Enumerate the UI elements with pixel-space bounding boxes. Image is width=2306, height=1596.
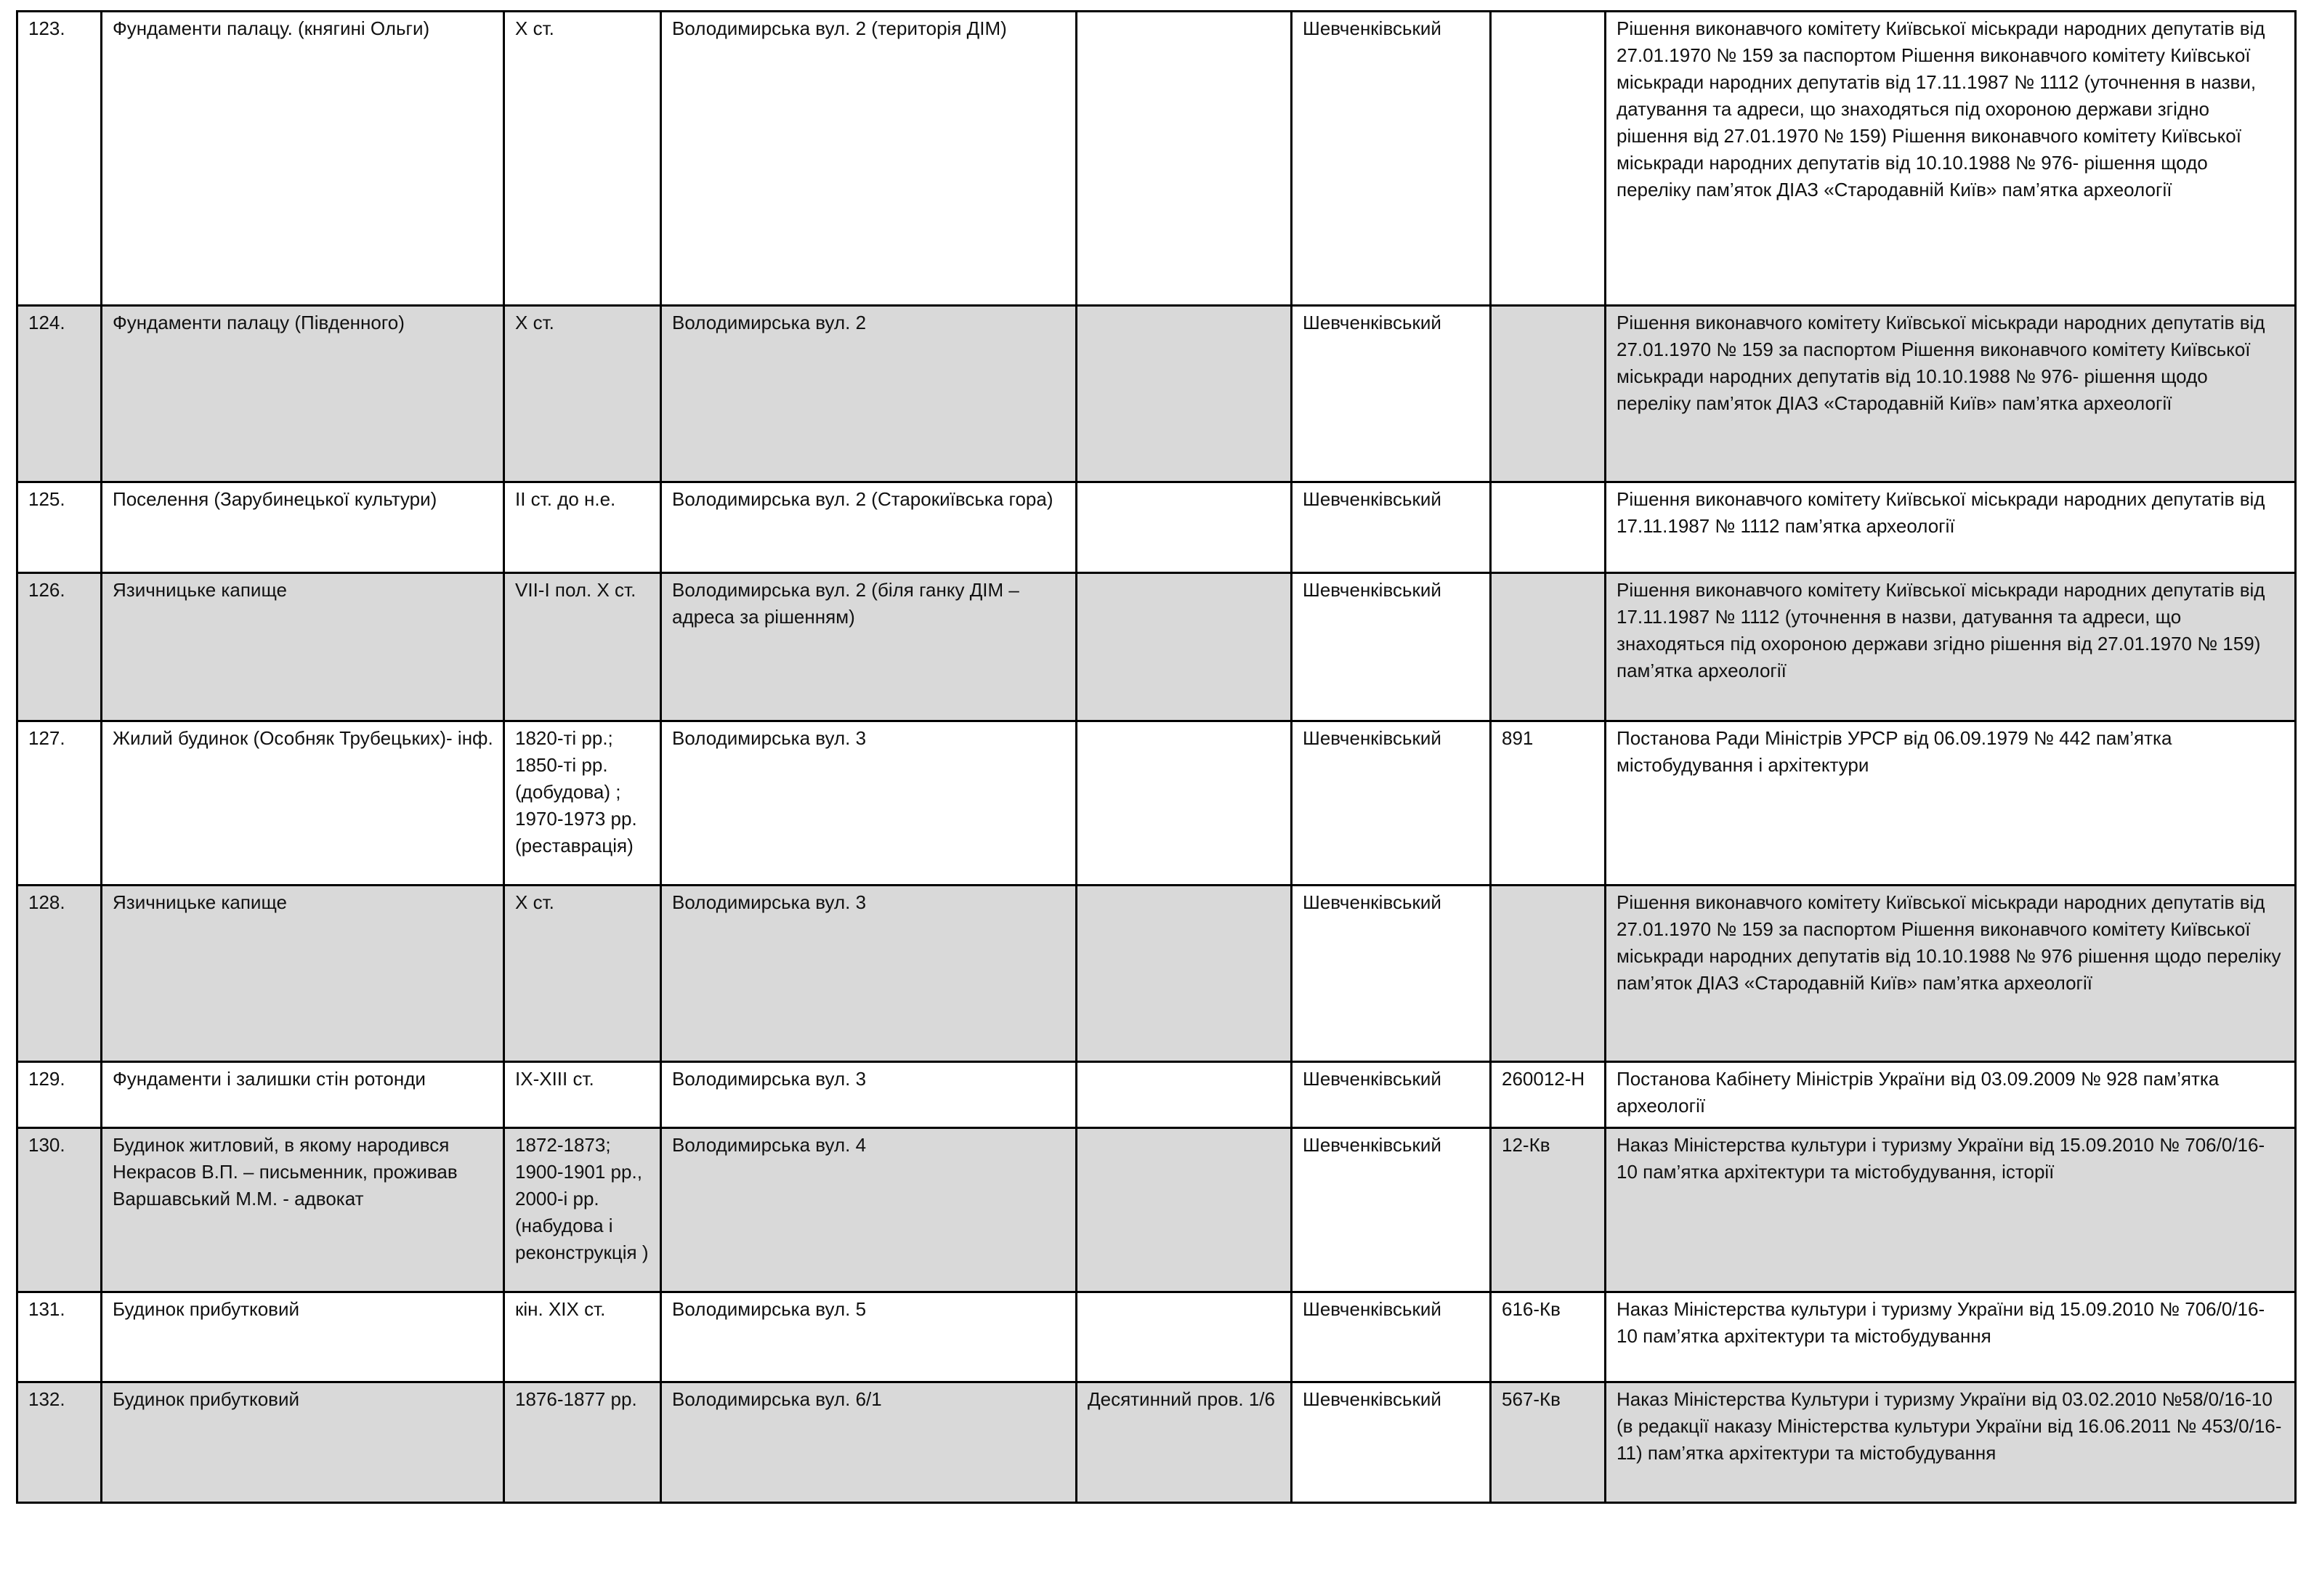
row-number: 123. bbox=[17, 12, 102, 306]
monument-address-alt bbox=[1077, 1292, 1292, 1382]
monument-address: Володимирська вул. 2 bbox=[661, 306, 1077, 482]
monument-address-alt bbox=[1077, 1128, 1292, 1292]
monument-name: Фундаменти палацу (Південного) bbox=[102, 306, 504, 482]
monument-district: Шевченківський bbox=[1292, 1128, 1491, 1292]
monument-reg-number: 12-Кв bbox=[1491, 1128, 1606, 1292]
monument-date: 1876-1877 рр. bbox=[504, 1382, 661, 1503]
table-row bbox=[17, 1292, 2296, 1382]
monument-name: Фундаменти і залишки стін ротонди bbox=[102, 1062, 504, 1128]
monument-address-alt bbox=[1077, 12, 1292, 306]
monument-reg-number bbox=[1491, 886, 1606, 1062]
table-row bbox=[17, 573, 2296, 721]
monument-district: Шевченківський bbox=[1292, 721, 1491, 886]
monument-address-alt bbox=[1077, 306, 1292, 482]
monument-reg-number: 891 bbox=[1491, 721, 1606, 886]
monument-district: Шевченківський bbox=[1292, 306, 1491, 482]
monument-decision: Рішення виконавчого комітету Київської міськради народних депутатів від 27.01.1970 № 159 за паспортом Рішення виконавчого комітету Київської міськради народних депутатів від 10.10.1988 № 976 рішення щодо переліку пам’яток ДІАЗ «Стародавній Київ» пам’ятка археології bbox=[1606, 886, 2296, 1062]
monument-name: Фундаменти палацу. (княгині Ольги) bbox=[102, 12, 504, 306]
monument-decision: Постанова Ради Міністрів УРСР від 06.09.1979 № 442 пам’ятка містобудування і архітектури bbox=[1606, 721, 2296, 886]
monument-date: 1820-ті рр.; 1850-ті рр.(добудова) ; 1970-1973 рр.(реставрація) bbox=[504, 721, 661, 886]
monument-district: Шевченківський bbox=[1292, 573, 1491, 721]
monument-address: Володимирська вул. 3 bbox=[661, 721, 1077, 886]
monument-date: Х ст. bbox=[504, 306, 661, 482]
monument-address-alt bbox=[1077, 482, 1292, 573]
table-row bbox=[17, 1062, 2296, 1128]
monument-reg-number bbox=[1491, 306, 1606, 482]
row-number: 131. bbox=[17, 1292, 102, 1382]
row-number: 130. bbox=[17, 1128, 102, 1292]
monument-reg-number: 567-Кв bbox=[1491, 1382, 1606, 1503]
monument-decision: Наказ Міністерства культури і туризму України від 15.09.2010 № 706/0/16-10 пам’ятка архітектури та містобудування, історії bbox=[1606, 1128, 2296, 1292]
monuments-table bbox=[16, 10, 2297, 1504]
monument-decision: Наказ Міністерства Культури і туризму України від 03.02.2010 №58/0/16-10 (в редакції наказу Міністерства культури України від 16.06.2011 № 453/0/16-11) пам’ятка архітектури та містобудування bbox=[1606, 1382, 2296, 1503]
monument-name: Будинок прибутковий bbox=[102, 1292, 504, 1382]
monument-name: Поселення (Зарубинецької культури) bbox=[102, 482, 504, 573]
row-number: 132. bbox=[17, 1382, 102, 1503]
monument-district: Шевченківський bbox=[1292, 1292, 1491, 1382]
monument-decision: Постанова Кабінету Міністрів України від 03.09.2009 № 928 пам’ятка археології bbox=[1606, 1062, 2296, 1128]
monument-date: кін. ХІХ ст. bbox=[504, 1292, 661, 1382]
monument-name: Будинок прибутковий bbox=[102, 1382, 504, 1503]
monument-date: Х ст. bbox=[504, 12, 661, 306]
table-row bbox=[17, 1128, 2296, 1292]
monument-address: Володимирська вул. 6/1 bbox=[661, 1382, 1077, 1503]
monument-district: Шевченківський bbox=[1292, 886, 1491, 1062]
monument-date: 1872-1873; 1900-1901 рр., 2000-і рр. (набудова і реконструкція ) bbox=[504, 1128, 661, 1292]
monument-decision: Рішення виконавчого комітету Київської міськради народних депутатів від 17.11.1987 № 1112 пам’ятка археології bbox=[1606, 482, 2296, 573]
monument-district: Шевченківський bbox=[1292, 12, 1491, 306]
row-number: 127. bbox=[17, 721, 102, 886]
monument-reg-number bbox=[1491, 573, 1606, 721]
monument-name: Жилий будинок (Особняк Трубецьких)- інф. bbox=[102, 721, 504, 886]
table-row bbox=[17, 12, 2296, 306]
monument-name: Будинок житловий, в якому народився Некрасов В.П. – письменник, проживав Варшавський М.М. - адвокат bbox=[102, 1128, 504, 1292]
table-row bbox=[17, 886, 2296, 1062]
table-row bbox=[17, 482, 2296, 573]
monument-address-alt bbox=[1077, 573, 1292, 721]
row-number: 126. bbox=[17, 573, 102, 721]
monument-address: Володимирська вул. 4 bbox=[661, 1128, 1077, 1292]
monument-address-alt bbox=[1077, 721, 1292, 886]
monument-date: VII-І пол. Х ст. bbox=[504, 573, 661, 721]
monument-reg-number: 260012-Н bbox=[1491, 1062, 1606, 1128]
monument-address: Володимирська вул. 2 (Старокиївська гора) bbox=[661, 482, 1077, 573]
monument-address-alt bbox=[1077, 1062, 1292, 1128]
table-row bbox=[17, 721, 2296, 886]
table-row bbox=[17, 306, 2296, 482]
row-number: 128. bbox=[17, 886, 102, 1062]
monument-date: ІІ ст. до н.е. bbox=[504, 482, 661, 573]
monument-decision: Рішення виконавчого комітету Київської міськради народних депутатів від 27.01.1970 № 159 за паспортом Рішення виконавчого комітету Київської міськради народних депутатів від 17.11.1987 № 1112 (уточнення в назви, датування та адреси, що знаходяться під охороною держави згідно рішення від 27.01.1970 № 159) Рішення виконавчого комітету Київської міськради народних депутатів від 10.10.1988 № 976- рішення щодо переліку пам’яток ДІАЗ «Стародавній Київ» пам’ятка археології bbox=[1606, 12, 2296, 306]
monument-name: Язичницьке капище bbox=[102, 886, 504, 1062]
monument-address-alt bbox=[1077, 886, 1292, 1062]
monument-date: Х ст. bbox=[504, 886, 661, 1062]
monument-reg-number bbox=[1491, 482, 1606, 573]
monument-district: Шевченківський bbox=[1292, 1382, 1491, 1503]
monument-district: Шевченківський bbox=[1292, 482, 1491, 573]
monument-decision: Рішення виконавчого комітету Київської міськради народних депутатів від 27.01.1970 № 159 за паспортом Рішення виконавчого комітету Київської міськради народних депутатів від 10.10.1988 № 976- рішення щодо переліку пам’яток ДІАЗ «Стародавній Київ» пам’ятка археології bbox=[1606, 306, 2296, 482]
row-number: 125. bbox=[17, 482, 102, 573]
row-number: 129. bbox=[17, 1062, 102, 1128]
monument-address: Володимирська вул. 3 bbox=[661, 1062, 1077, 1128]
row-number: 124. bbox=[17, 306, 102, 482]
monument-decision: Наказ Міністерства культури і туризму України від 15.09.2010 № 706/0/16-10 пам’ятка архітектури та містобудування bbox=[1606, 1292, 2296, 1382]
monument-address: Володимирська вул. 2 (біля ганку ДІМ – адреса за рішенням) bbox=[661, 573, 1077, 721]
monument-district: Шевченківський bbox=[1292, 1062, 1491, 1128]
monument-reg-number bbox=[1491, 12, 1606, 306]
monument-reg-number: 616-Кв bbox=[1491, 1292, 1606, 1382]
monument-address-alt: Десятинний пров. 1/6 bbox=[1077, 1382, 1292, 1503]
monument-decision: Рішення виконавчого комітету Київської міськради народних депутатів від 17.11.1987 № 1112 (уточнення в назви, датування та адреси, що знаходяться під охороною держави згідно рішення від 27.01.1970 № 159) пам’ятка археології bbox=[1606, 573, 2296, 721]
monument-address: Володимирська вул. 2 (територія ДІМ) bbox=[661, 12, 1077, 306]
monument-name: Язичницьке капище bbox=[102, 573, 504, 721]
monument-date: ІХ-ХІІІ ст. bbox=[504, 1062, 661, 1128]
monument-address: Володимирська вул. 5 bbox=[661, 1292, 1077, 1382]
table-row bbox=[17, 1382, 2296, 1503]
monument-address: Володимирська вул. 3 bbox=[661, 886, 1077, 1062]
